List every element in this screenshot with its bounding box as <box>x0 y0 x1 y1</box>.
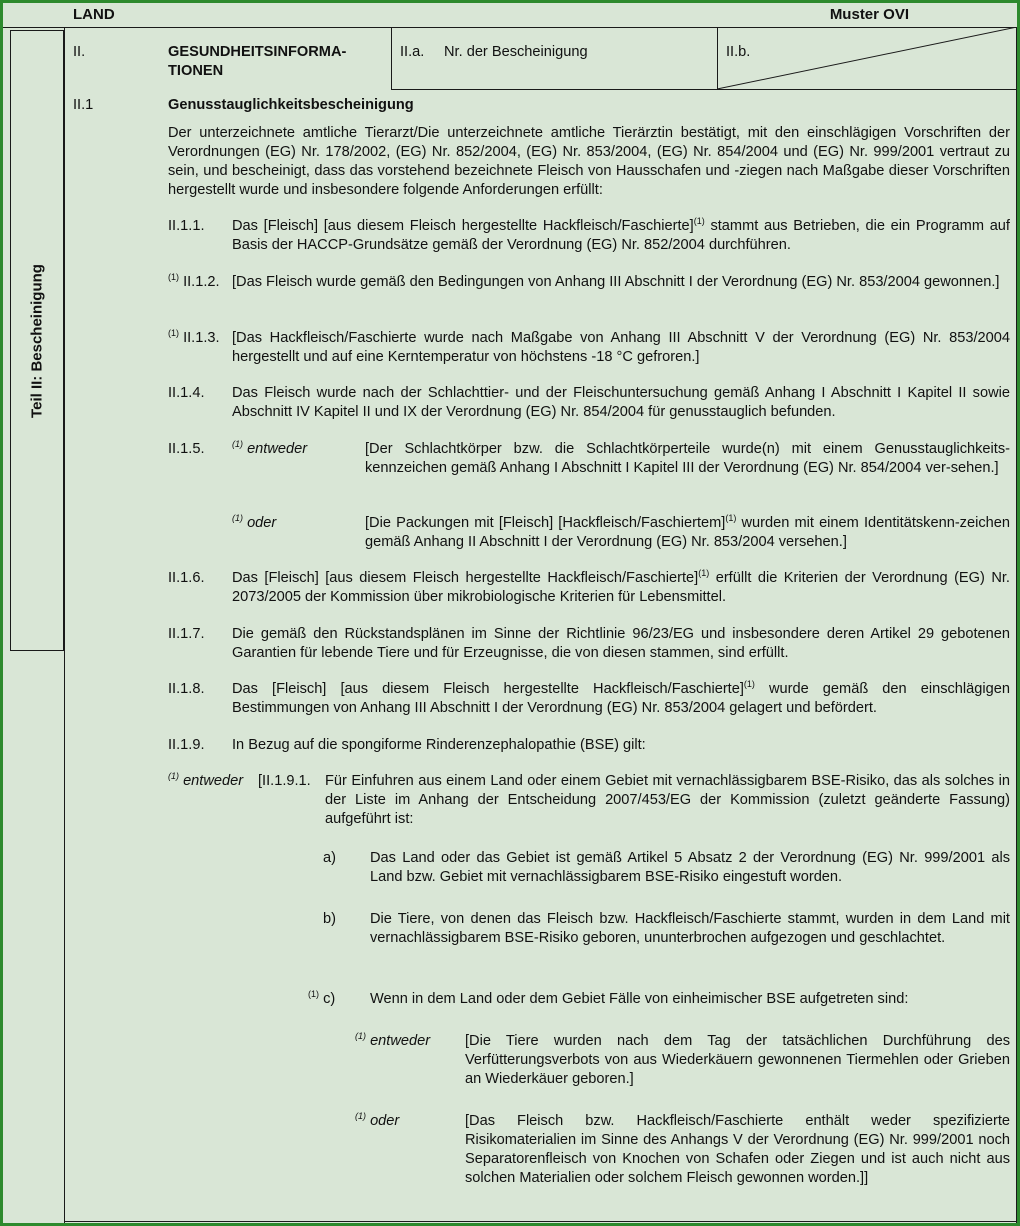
bottom-frame-line <box>64 1221 1017 1222</box>
i3-text: [Das Hackfleisch/Faschierte wurde nach Maßgabe von Anhang III Abschnitt V der Verordnung (EG) Nr. 853/2004 hergestellt und auf eine Kerntemperatur von höchstens -18 °C gefroren.] <box>232 330 1010 365</box>
i5-entweder-label: entweder <box>247 441 308 457</box>
section-number: II. <box>73 44 86 60</box>
footnote-ref: (1) <box>355 1111 366 1121</box>
side-tab <box>10 30 64 651</box>
s1-title: Genusstauglichkeitsbescheinigung <box>168 97 414 113</box>
i9-b-text: Die Tiere, von denen das Fleisch bzw. Hackfleisch/Faschierte stammt, wurden in dem Land mit vernachlässigbarem BSE-Risiko geboren, ununterbrochen aufgezogen und geschlachtet. <box>370 911 1010 946</box>
side-tab-label: Teil II: Bescheinigung <box>28 263 46 418</box>
header-muster: Muster OVI <box>829 6 909 23</box>
footnote-ref: (1) <box>693 216 705 226</box>
i5-oder-text-b: wurden mit einem Identitätskenn-zeichen gemäß Anhang II Abschnitt I der Verordnung (EG) Nr. 853/2004 versehen.] <box>365 515 1010 550</box>
i8-number: II.1.8. <box>168 681 205 697</box>
i7-text: Die gemäß den Rückstandsplänen im Sinne der Richtlinie 96/23/EG und insbesondere deren Artikel 29 gebotenen Garantien für lebende Tiere und für Erzeugnisse, die von diesen stammen, sind erfüllt. <box>232 626 1010 661</box>
i5-entweder-text: [Der Schlachtkörper bzw. die Schlachtkörperteile wurde(n) mit einem Genusstauglichkeits-kennzeichen gemäß Anhang I Abschnitt I Kapitel III der Verordnung (EG) Nr. 854/2004 ver-sehen.] <box>365 441 1010 476</box>
i9-text: In Bezug auf die spongiforme Rinderenzephalopathie (BSE) gilt: <box>232 737 646 753</box>
i2-number <box>168 273 220 292</box>
footnote-ref: (1) <box>725 513 737 523</box>
i9-c-oder <box>355 1112 399 1131</box>
i6-text-a: Das [Fleisch] [aus diesem Fleisch hergestellte Hackfleisch/Faschierte] <box>232 570 699 586</box>
i3-number <box>168 329 220 348</box>
i5-entweder <box>232 440 307 459</box>
i6-text-b: erfüllt die Kriterien der Verordnung (EG) Nr. 2073/2005 der Kommission über mikrobiologische Kriterien für Lebensmittel. <box>232 570 1010 605</box>
i2-text: [Das Fleisch wurde gemäß den Bedingungen von Anhang III Abschnitt I der Verordnung (EG) Nr. 853/2004 gewonnen.] <box>232 274 1000 290</box>
i9-c-entweder-text: [Die Tiere wurden nach dem Tag der tatsächlichen Durchführung des Verfütterungsverbots von aus Wiederkäuern gewonnenen Tiermehlen oder Grieben an Wiederkäuer geboren.] <box>465 1033 1010 1087</box>
i9-c-text: Wenn in dem Land oder dem Gebiet Fälle von einheimischer BSE aufgetreten sind: <box>370 991 909 1007</box>
i8-text-b: wurde gemäß den einschlägigen Bestimmungen von Anhang III Abschnitt I der Verordnung (EG) Nr. 853/2004 gelagert und befördert. <box>232 681 1010 716</box>
i3-number-label: II.1.3. <box>183 330 220 346</box>
i9-a-text: Das Land oder das Gebiet ist gemäß Artikel 5 Absatz 2 der Verordnung (EG) Nr. 999/2001 als Land bzw. Gebiet mit vernachlässigbarem BSE-Risiko eingestuft worden. <box>370 850 1010 885</box>
i5-oder-label: oder <box>247 515 277 531</box>
i1-text-a: Das [Fleisch] [aus diesem Fleisch hergestellte Hackfleisch/Faschierte] <box>232 218 694 234</box>
i9-a-label: a) <box>323 850 336 866</box>
i9-c-entweder <box>355 1032 430 1051</box>
iia-number: II.a. <box>400 44 425 60</box>
diagonal-strike <box>717 27 1017 90</box>
i1-number: II.1.1. <box>168 218 205 234</box>
s1-number: II.1 <box>73 97 94 113</box>
left-frame-line <box>64 27 65 1226</box>
footnote-ref: (1) <box>168 771 179 781</box>
i8-text-a: Das [Fleisch] [aus diesem Fleisch hergestellte Hackfleisch/Faschierte] <box>232 681 744 697</box>
i4-text: Das Fleisch wurde nach der Schlachttier- und der Fleischuntersuchung gemäß Anhang I Abschnitt I Kapitel II sowie Abschnitt IV Kapitel II und IX der Verordnung (EG) Nr. 854/2004 für genusstauglich befunden. <box>232 385 1010 420</box>
i9-c-oder-label: oder <box>370 1113 400 1129</box>
i5-oder-text-a: [Die Packungen mit [Fleisch] [Hackfleisch/Faschiertem] <box>365 515 726 531</box>
right-frame-line <box>1016 27 1017 1226</box>
footnote-ref: (1) <box>168 272 179 282</box>
footnote-ref: (1) <box>355 1031 366 1041</box>
footnote-ref: (1) <box>168 328 179 338</box>
box-divider-1 <box>391 27 392 89</box>
i9-number: II.1.9. <box>168 737 205 753</box>
i9-c-entweder-label: entweder <box>370 1033 431 1049</box>
footnote-ref: (1) <box>232 439 243 449</box>
i9-sub-text: Für Einfuhren aus einem Land oder einem Gebiet mit vernachlässigbarem BSE-Risiko, das als solches in der Liste im Anhang der Entscheidung 2007/453/EG der Kommission (zuletzt geänderte Fassung) aufgeführt ist: <box>325 773 1010 827</box>
section-title-line-2: TIONEN <box>168 63 224 79</box>
section-title-line-1: GESUNDHEITSINFORMA- <box>168 44 347 60</box>
i6-number: II.1.6. <box>168 570 205 586</box>
i1-text-b: stammt aus Betrieben, die ein Programm auf Basis der HACCP-Grundsätze gemäß der Verordnung (EG) Nr. 852/2004 durchführen. <box>232 218 1010 253</box>
iia-label: Nr. der Bescheinigung <box>444 44 588 60</box>
header-land: LAND <box>73 6 115 23</box>
i1-text <box>232 217 1010 255</box>
footnote-ref: (1) <box>308 989 319 999</box>
iib-number: II.b. <box>726 44 751 60</box>
i9-entweder <box>168 772 243 791</box>
i6-text <box>232 569 1010 607</box>
i9-sub-number: [II.1.9.1. <box>258 773 311 789</box>
i9-entweder-label: entweder <box>183 773 244 789</box>
i2-number-label: II.1.2. <box>183 274 220 290</box>
i5-oder-text <box>365 514 1010 552</box>
i9-c-oder-text: [Das Fleisch bzw. Hackfleisch/Faschierte enthält weder spezifizierte Risikomaterialien im Sinne des Anhangs V der Verordnung (EG) Nr. 999/2001 noch Separatorenfleisch von Knochen von Schafen oder Ziegen und ist auch nicht aus solchen Materialien oder solchem Fleisch gewonnen worden.]] <box>465 1113 1010 1186</box>
i9-c-label-text: c) <box>323 991 336 1007</box>
i5-oder <box>232 514 276 533</box>
footnote-ref: (1) <box>698 568 710 578</box>
i9-c-label <box>308 990 335 1009</box>
footnote-ref: (1) <box>232 513 243 523</box>
i8-text <box>232 680 1010 718</box>
i4-number: II.1.4. <box>168 385 205 401</box>
s1-intro: Der unterzeichnete amtliche Tierarzt/Die unterzeichnete amtliche Tierärztin bestätigt, mit den einschlägigen Vorschriften der Verordnungen (EG) Nr. 178/2002, (EG) Nr. 852/2004, (EG) Nr. 853/2004, (EG) Nr. 854/2004 und (EG) Nr. 999/2001 vertraut zu sein, und bescheinigt, dass das vorstehend bezeichnete Fleisch von Hausschafen und -ziegen nach Maßgabe dieser Vorschriften hergestellt wurde und insbesondere folgende Anforderungen erfüllt: <box>168 125 1010 198</box>
i9-b-label: b) <box>323 911 336 927</box>
i5-number: II.1.5. <box>168 441 205 457</box>
footnote-ref: (1) <box>743 679 755 689</box>
section-title <box>168 43 383 81</box>
i7-number: II.1.7. <box>168 626 205 642</box>
